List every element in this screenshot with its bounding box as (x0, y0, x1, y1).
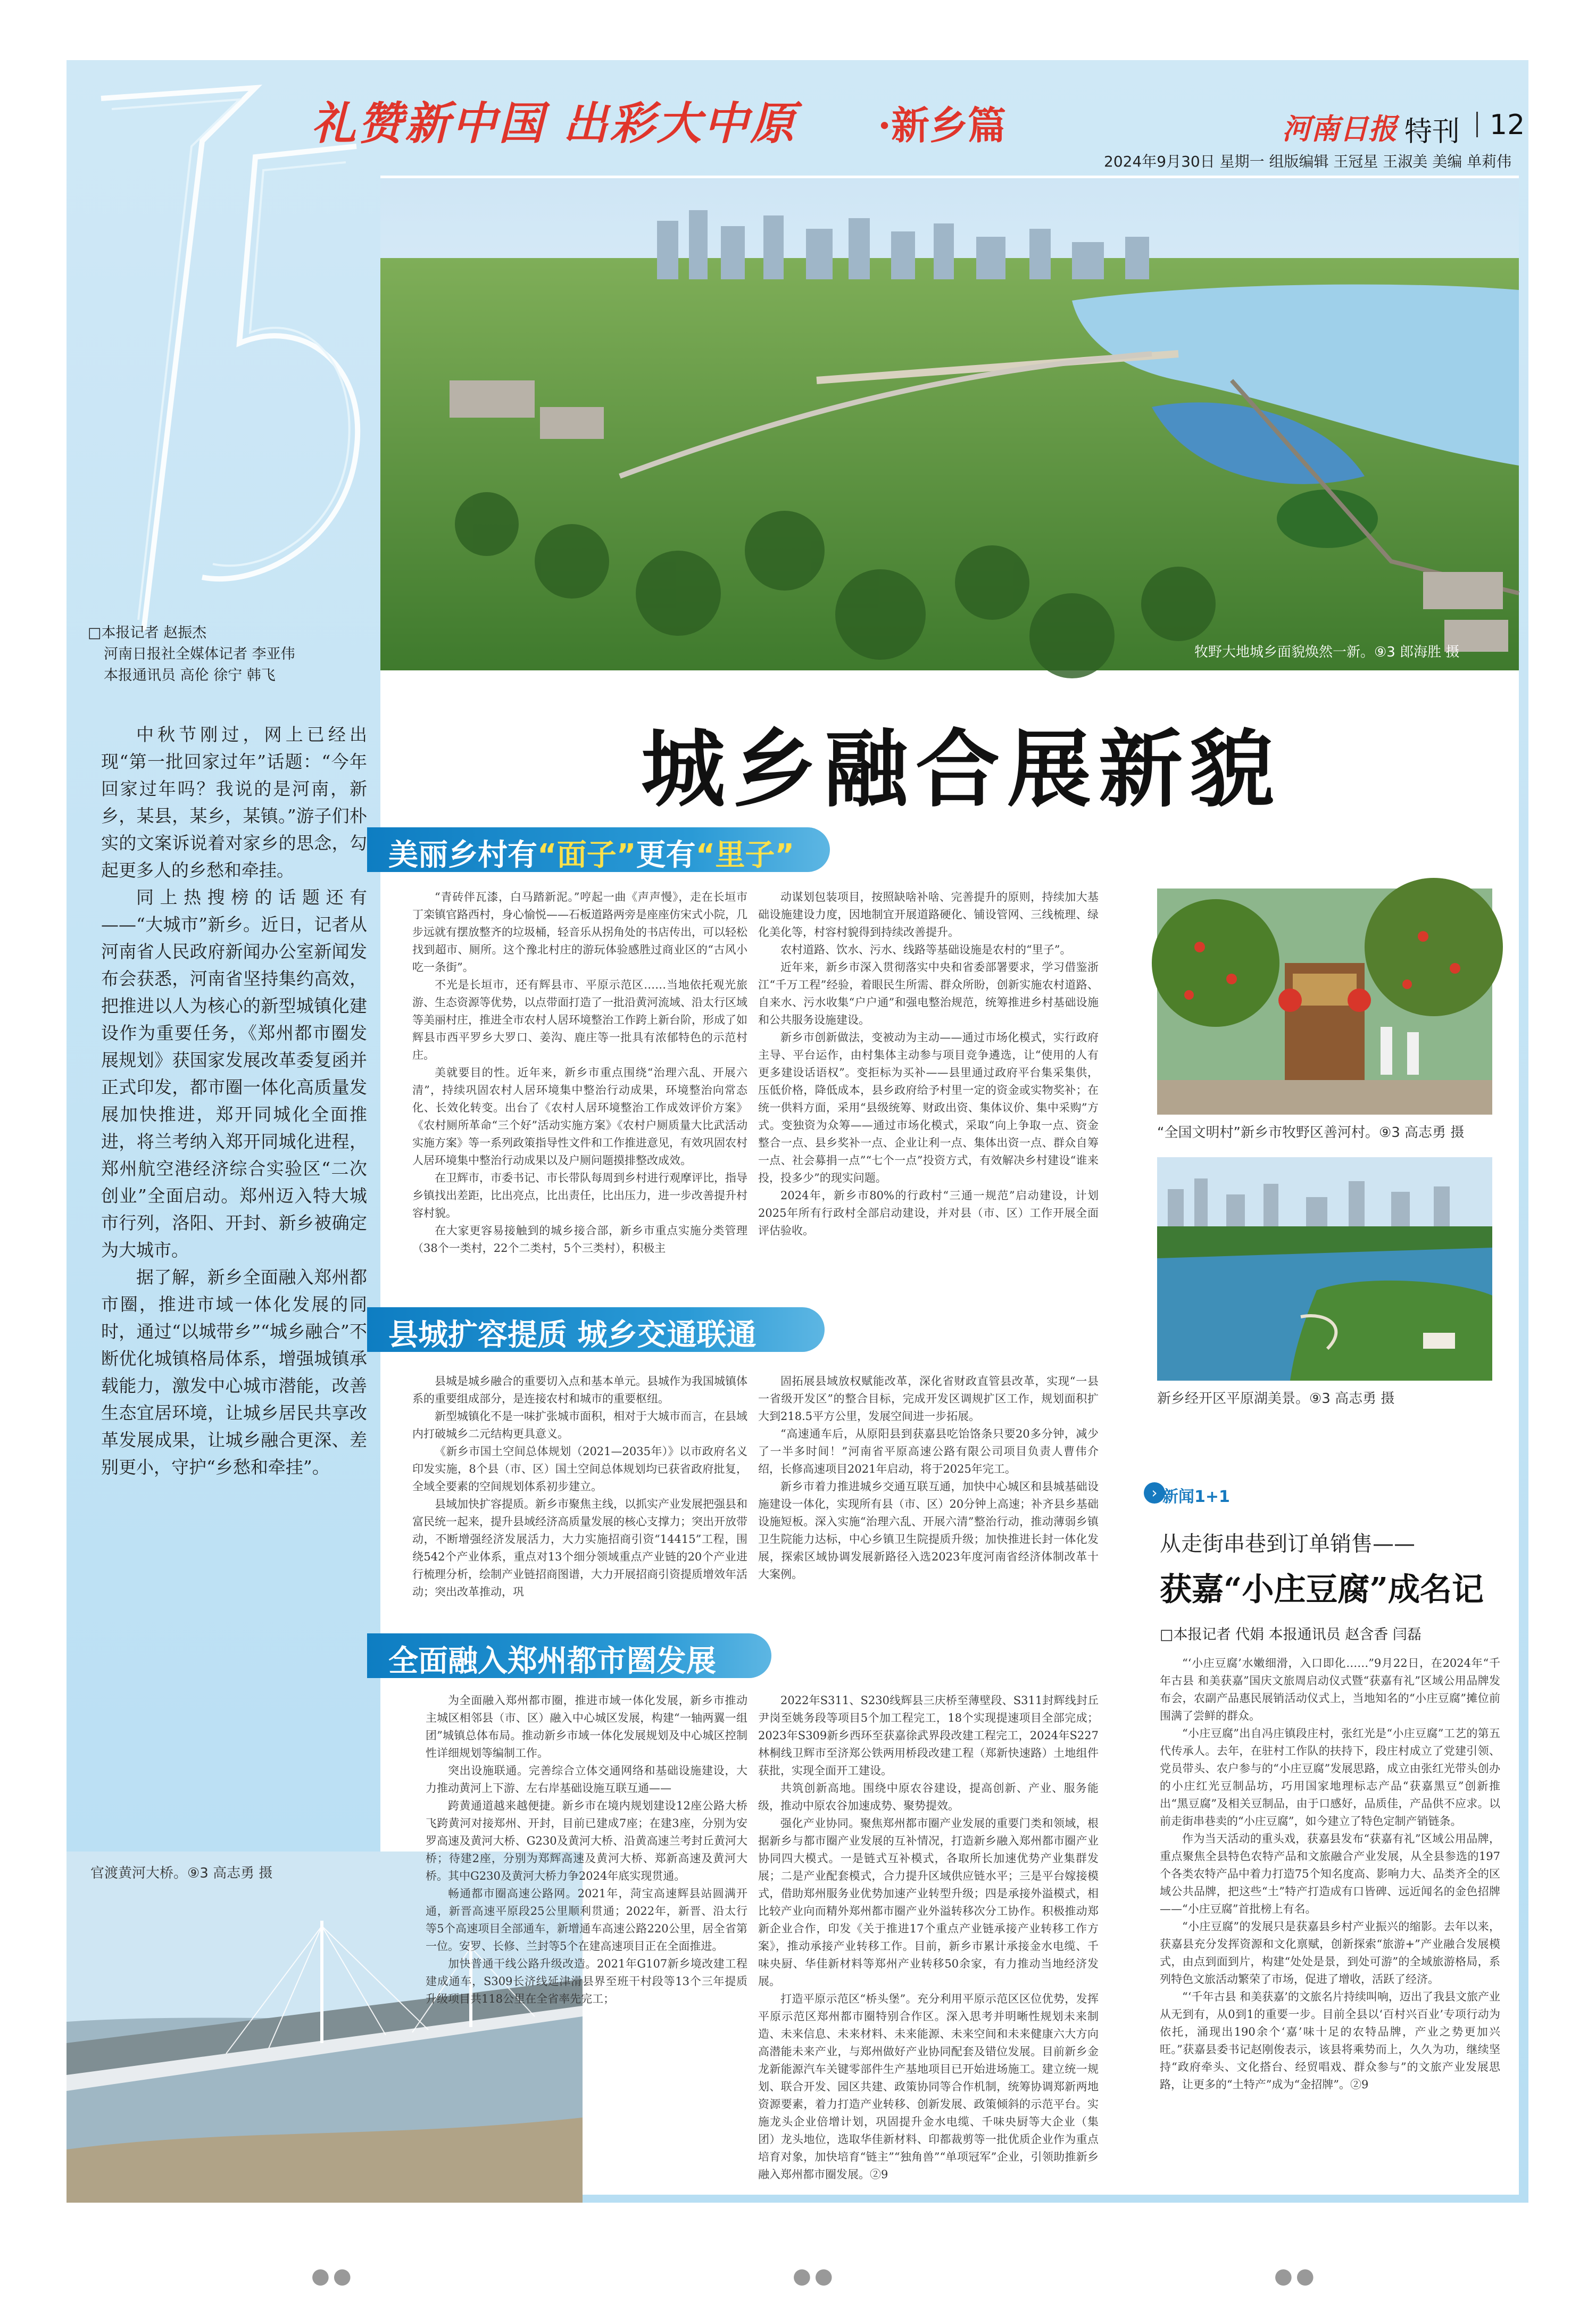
side-story-title: 获嘉“小庄豆腐”成名记 (1160, 1571, 1484, 1608)
side-story-byline: □本报记者 代娟 本报通讯员 赵含香 闫磊 (1160, 1626, 1422, 1643)
news-tag-arrow-icon: › (1144, 1482, 1165, 1504)
page-number: 12 (1490, 109, 1525, 141)
intro-paragraph: 中秋节刚过，网上已经出现“第一批回家过年”话题：“今年回家过年吗？我说的是河南，新乡，某县，某乡，某镇。”游子们朴实的文案诉说着对家乡的思念，勾起更多人的乡愁和牵挂。 (101, 724, 367, 881)
paragraph: 在卫辉市，市委书记、市长带队每周到乡村进行观摩评比，指导乡镇找出差距，比出亮点，比出责任，比出压力，进一步改善提升村容村貌。 (412, 1172, 747, 1219)
title-highlight: “面子” (537, 838, 636, 873)
paragraph: 不光是长垣市，还有辉县市、平原示范区……当地依托观光旅游、生态资源等优势，以点带面打造了一批沿黄河流域、沿太行区域等美丽村庄，推进全市农村人居环境整治工作跨上新台阶，形成了如辉县市西平罗乡大罗口、姜沟、鹿庄等一批具有浓郁特色的示范村庄。 (412, 978, 747, 1061)
header-slogan: 礼赞新中国 出彩大中原 (311, 97, 797, 150)
paragraph: “小庄豆腐”出自冯庄镇段庄村，张红光是“小庄豆腐”工艺的第五代传承人。去年，在驻村工作队的扶持下，段庄村成立了党建引领、党员带头、农户参与的“小庄豆腐”发展思路，成立由张红光带头创办的小庄红光豆制品坊，巧用国家地理标志产品“获嘉黑豆”创新推出“黑豆腐”及相关豆制品，由于口感好，品质佳，产品供不应求。以前走街串巷卖的“小庄豆腐”，如今建立了特色定制产销链条。 (1160, 1727, 1500, 1828)
title-part: 美丽乡村有 (388, 838, 537, 873)
lake-photo-image (1157, 1157, 1492, 1381)
intro-paragraph: 据了解，新乡全面融入郑州都市圈，推进市域一体化发展的同时，通过“以城带乡”“城乡融合”不断优化城镇格局体系，增强城镇承载能力，激发中心城市潜能，改善生态宜居环境，让城乡居民共享改革发展成果，让城乡融合更深、差别更小，守护“乡愁和牵挂”。 (101, 1267, 367, 1477)
section-title-3: 全面融入郑州都市圈发展 (388, 1644, 716, 1679)
section3-column-2 (758, 1692, 1099, 2181)
credit-line: 河南日报社全媒体记者 李亚伟 (104, 646, 295, 662)
paragraph: 近年来，新乡市深入贯彻落实中央和省委部署要求，学习借鉴浙江“千万工程”经验，着眼民生所需、群众所盼，创新实施农村道路、自来水、污水收集“户户通”和强电整治规范，统筹推进乡村基础设施和公共服务设施建设。 (758, 961, 1099, 1026)
aerial-photo (380, 178, 1519, 670)
paragraph: 《新乡市国土空间总体规划（2021—2035年）》以市政府名义印发实施，8个县（市、区）国土空间总体规划均已获省政府批复，全域全要素的空间规划体系初步建立。 (412, 1445, 747, 1493)
section-title-1 (388, 832, 794, 874)
section1-column-1 (412, 889, 747, 1314)
lake-photo (1157, 1157, 1492, 1381)
footer-dots-right: ●● (1274, 2264, 1318, 2288)
paragraph: 农村道路、饮水、污水、线路等基础设施是农村的“里子”。 (780, 943, 1071, 956)
paragraph: 畅通都市圈高速公路网。2021年，菏宝高速辉县站圆满开通，新晋高速平原段25公里顺利贯通；2022年，新晋、沿太行等5个高速项目全部通车，新增通车高速公路220公里，居全省第一位。安罗、长修、兰封等5个在建高速项目正在全面推进。 (426, 1887, 747, 1953)
paragraph: 跨黄通道越来越便捷。新乡市在境内规划建设12座公路大桥飞跨黄河对接郑州、开封，目前已建成7座；在建3座，分别为安罗高速及黄河大桥、G230及黄河大桥、沿黄高速兰考封丘黄河大桥；待建2座，分别为郑辉高速及黄河大桥、郑新高速及黄河大桥。其中G230及黄河大桥力争2024年底实现贯通。 (426, 1799, 747, 1882)
village-photo-image (1157, 889, 1492, 1115)
paragraph: 美就要目的性。近年来，新乡市重点围绕“治理六乱、开展六清”，持续巩固农村人居环境集中整治行动成果，环境整治向常态化、长效化转变。出台了《农村人居环境整治工作成效评价方案》《农村厕所革命“三个好”活动实施方案》《农村户厕质量大比武活动实施方案》等一系列政策指导性文件和工作推进意见，有效巩固农村人居环境集中整治行动成果以及户厕问题摸排整改成效。 (412, 1066, 747, 1167)
credit-line: 本报通讯员 高伦 徐宁 韩飞 (104, 667, 276, 684)
aerial-photo-caption: 牧野大地城乡面貌焕然一新。⑨3 郎海胜 摄 (1194, 644, 1460, 660)
anniversary-75-logo (80, 67, 378, 641)
header-series: ·新乡篇 (878, 103, 1007, 148)
section-banner-1 (367, 827, 830, 872)
side-story-kicker: 从走街串巷到订单销售—— (1160, 1532, 1415, 1556)
paragraph: “‘小庄豆腐’水嫩细滑，入口即化……”9月22日，在2024年“千年古县 和美获嘉”国庆文旅周启动仪式暨“获嘉有礼”区域公用品牌发布会，农副产品惠民展销活动仪式上，当地知名的“小庄豆腐”摊位前围满了尝鲜的群众。 (1160, 1657, 1500, 1722)
paragraph: 固拓展县域放权赋能改革，深化省财政直管县改革，实现“一县一省级开发区”的整合目标，完成开发区调规扩区工作，规划面积扩大到218.5平方公里，发展空间进一步拓展。 (758, 1375, 1099, 1423)
paragraph: 打造平原示范区“桥头堡”。充分利用平原示范区区位优势，发挥平原示范区郑州都市圈特别合作区。深入思考并明晰性规划未来制造、未来信息、未来材料、未来能源、未来空间和未来健康六大方向高潜能未来产业，与郑州做好产业协同配套及错位发展。目前新乡金龙新能源汽车关键零部件生产基地项目已开始进场施工。建立统一规划、联合开发、园区共建、政策协同等合作机制，统筹协调郑新两地资源要素，着力打造产业转移、创新发展、政策倾斜的示范平台。实施龙头企业倍增计划，巩固提升金水电缆、千味央厨等大企业（集团）龙头地位，选取华佳新材料、印都裁剪等一批优质企业作为重点培育对象，加快培育“链主”“独角兽”“单项冠军”企业，引领助推新乡融入郑州都市圈发展。②9 (758, 1992, 1099, 2181)
section2-column-1 (412, 1373, 747, 1636)
news-tag: 新闻1+1 (1162, 1488, 1230, 1506)
paragraph: “青砖伴瓦漆，白马踏新泥。”哼起一曲《声声慢》，走在长垣市丁栾镇官路西村，身心愉悦——石板道路两旁是座座仿宋式小院，几步远就有摆放整齐的垃圾桶，轻音乐从拐角处的书店传出，可以轻松找到超市、厕所。这个豫北村庄的游玩体验感胜过商业区的“古风小吃一条街”。 (412, 891, 747, 974)
paragraph: 新型城镇化不是一味扩张城市面积，相对于大城市而言，在县域内打破城乡二元结构更具意义。 (412, 1410, 747, 1440)
section3-column-1 (426, 1692, 747, 2171)
paragraph: “‘千年古县 和美获嘉’的文旅名片持续叫响，迈出了我县文旅产业从无到有，从0到1的重要一步。目前全县以‘百村兴百业’专项行动为依托，涌现出190余个‘嘉’味十足的农特品牌，产业之势更加兴旺。”获嘉县委书记赵刚俊表示，该县将乘势而上，久久为功，继续坚持“政府牵头、文化搭台、经贸唱戏、群众参与”的文旅产业发展思路，让更多的“土特产”成为“金招牌”。②9 (1160, 1990, 1500, 2091)
intro-text (101, 721, 367, 1481)
village-photo (1157, 889, 1492, 1115)
header-divider (1476, 112, 1478, 137)
newspaper-logo: 河南日报 (1282, 112, 1397, 146)
section-banner-2 (367, 1307, 825, 1352)
paragraph: 突出设施联通。完善综合立体交通网络和基础设施建设，大力推动黄河上下游、左右岸基础设施互联互通—— (426, 1764, 747, 1795)
paragraph: “高速通车后，从原阳县到获嘉县吃饴饹条只要20多分钟，减少了一半多时间！”河南省平原高速公路有限公司项目负责人曹伟介绍，长修高速项目2021年启动，将于2025年完工。 (758, 1427, 1099, 1475)
paragraph: 为全面融入郑州都市圈，推进市域一体化发展，新乡市推动主城区相邻县（市、区）融入中心城区发展，构建“一轴两翼一组团”城镇总体布局。推动新乡市域一体化发展规划及中心城区控制性详细规划等编制工作。 (426, 1694, 747, 1759)
paragraph: 2024年，新乡市80%的行政村“三通一规范”启动建设，计划2025年所有行政村全部启动建设，并对县（市、区）工作开展全面评估验收。 (758, 1189, 1099, 1237)
footer-dots-center: ●● (793, 2264, 836, 2288)
title-part: 更有 (636, 838, 696, 873)
paragraph: 动谋划包装项目，按照缺啥补啥、完善提升的原则，持续加大基础设施建设力度，因地制宜开展道路硬化、铺设管网、三线梳理、绿化美化等，村容村貌得到持续改善提升。 (758, 891, 1099, 939)
paragraph: 新乡市着力推进城乡交通互联互通，加快中心城区和县城基础设施建设一体化，实现所有县（市、区）20分钟上高速；补齐县乡基础设施短板。深入实施“治理六乱、开展六清”整治行动，推动薄弱乡镇卫生院能力达标，中心乡镇卫生院提质升级；加快推进长封一体化发展，探索区域协调发展新路径入选2023年度河南省经济体制改革十大案例。 (758, 1480, 1099, 1581)
intro-paragraph: 同上热搜榜的话题还有——“大城市”新乡。近日，记者从河南省人民政府新闻办公室新闻发布会获悉，河南省坚持集约高效，把推进以人为核心的新型城镇化建设作为重要任务，《郑州都市圈发展规划》获国家发展改革委复函并正式印发，都市圈一体化高质量发展加快推进，郑开同城化全面推进，将兰考纳入郑开同城化进程，郑州航空港经济综合实验区“二次创业”全面启动。郑州迈入特大城市行列，洛阳、开封、新乡被确定为大城市。 (101, 887, 367, 1260)
section-banner-3 (367, 1633, 771, 1678)
aerial-photo-image (380, 178, 1519, 670)
paragraph: 在大家更容易接触到的城乡接合部，新乡市重点实施分类管理（38个一类村，22个二类村，5个三类村），积极主 (412, 1224, 747, 1255)
main-headline: 城乡融合展新貌 (641, 720, 1282, 819)
paragraph: 共筑创新高地。围绕中原农谷建设，提高创新、产业、服务能级，推动中原农谷加速成势、聚势提效。 (758, 1782, 1099, 1812)
credit-line: □本报记者 赵振杰 (88, 625, 207, 641)
dateline: 2024年9月30日 星期一 组版编辑 王冠星 王淑美 美编 单莉伟 (1104, 153, 1512, 170)
paragraph: “小庄豆腐”的发展只是获嘉县乡村产业振兴的缩影。去年以来，获嘉县充分发挥资源和文化禀赋，创新探索“旅游+”产业融合发展模式，由点到面到片，构建“处处是景，到处可游”的全域旅游格局，系列特色文旅活动繁荣了市场，促进了增收，活跃了经济。 (1160, 1920, 1500, 1986)
byline-credits (88, 622, 364, 686)
side-story-column (1160, 1655, 1500, 2171)
paragraph: 作为当天活动的重头戏，获嘉县发布“获嘉有礼”区域公用品牌，重点聚焦全县特色农特产品和文旅融合产业发展，从全县参选的197个各类农特产品中着力打造75个知名度高、影响力大、品类齐全的区域公共品牌，把这些“土”特产打造成有口皆碑、远近闻名的金色招牌——“小庄豆腐”首批榜上有名。 (1160, 1832, 1500, 1915)
paragraph: 县城是城乡融合的重要切入点和基本单元。县城作为我国城镇体系的重要组成部分，是连接农村和城市的重要枢纽。 (412, 1375, 747, 1405)
paragraph: 县域加快扩容提质。新乡市聚焦主线，以抓实产业发展把强县和富民统一起来，提升县域经济高质量发展的核心支撑力；突出开放带动，不断增强经济发展活力，大力实施招商引资“14415”工程，围绕542个产业体系，重点对13个细分领域重点产业链的20个产业进行梳理分析，绘制产业链招商图谱，大力开展招商引资提质增效年活动；突出改革推动，巩 (412, 1498, 747, 1598)
section-title-2: 县城扩容提质 城乡交通联通 (388, 1318, 757, 1352)
village-photo-caption: “全国文明村”新乡市牧野区善河村。⑨3 高志勇 摄 (1157, 1125, 1465, 1141)
footer-dots-left: ●● (311, 2264, 355, 2288)
title-highlight: “里子” (695, 838, 795, 873)
bridge-photo-caption: 官渡黄河大桥。⑨3 高志勇 摄 (90, 1865, 273, 1881)
paragraph: 强化产业协同。聚焦郑州都市圈产业发展的重要门类和领域，根据新乡与都市圈产业发展的互补情况，打造新乡融入郑州都市圈产业协同四大模式。一是链式互补模式，各取所长加速优势产业集群发展；二是产业配套模式，合力提升区域供应链水平；三是平台嫁接模式，借助郑州服务业优势加速产业转型升级；四是承接外溢模式，相比较产业向而精外郑州都市圈产业外溢转移次分工协作。积极推动郑新企业合作，印发《关于推进17个重点产业链承接产业转移工作方案》，推动承接产业转移工作。目前，新乡市累计承接金水电缆、千味央厨、华佳新材料等郑州产业转移50余家，有力推动当地经济发展。 (758, 1817, 1099, 1988)
lake-photo-caption: 新乡经开区平原湖美景。⑨3 高志勇 摄 (1157, 1391, 1395, 1407)
section-label: 特刊 (1404, 116, 1460, 148)
section1-column-2 (758, 889, 1099, 1314)
section2-column-2 (758, 1373, 1099, 1636)
paragraph: 新乡市创新做法，变被动为主动——通过市场化模式，实行政府主导、平台运作，由村集体主动参与项目竞争遴选，让“使用的人有更多建设话语权”。变拒标为买补——县里通过政府平台集采集供，压低价格，降低成本，县乡政府给予村里一定的资金或实物奖补；在统一供料方面，采用“县级统筹、财政出资、集体议价、集中采购”方式。变独资为众筹——通过市场化模式，采取“向上争取一点、资金整合一点、县乡奖补一点、企业让利一点、集体出资一点、群众自筹一点、社会募捐一点”“七个一点”投资方式，有效解决乡村建设“谁来投，投多少”的现实问题。 (758, 1031, 1099, 1184)
paragraph: 2022年S311、S230线辉县三庆桥至薄壁段、S311封辉线封丘尹岗至姚务段等项目5个加工程完工，18个实现提速项目全部完成；2023年S309新乡西环至获嘉徐武界段改建工程完工，2024年S227林桐线卫辉市至济郑公铁两用桥段改建工程（郑新快速路）土地组件获批，实现全面开工建设。 (758, 1694, 1099, 1777)
paragraph: 加快普通干线公路升级改造。2021年G107新乡境改建工程建成通车，S309长济线延津滑县界至班干村段等13个三年提质升级项目共118公里在全省率先完工； (426, 1957, 747, 2005)
